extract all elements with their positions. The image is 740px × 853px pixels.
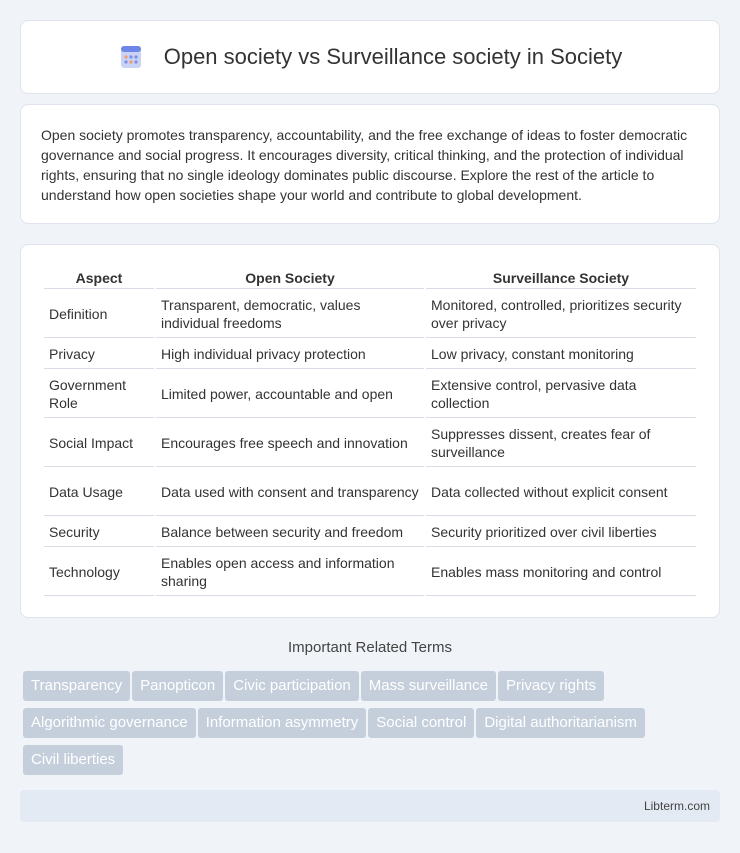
open-society-cell: Balance between security and freedom xyxy=(156,518,424,547)
tag-mass-surveillance[interactable]: Mass surveillance xyxy=(361,671,496,701)
related-terms-title: Important Related Terms xyxy=(288,639,452,656)
surveillance-society-cell: Monitored, controlled, prioritizes security over privacy xyxy=(426,291,696,338)
tag-privacy-rights[interactable]: Privacy rights xyxy=(498,671,604,701)
surveillance-society-cell: Enables mass monitoring and control xyxy=(426,549,696,596)
surveillance-society-cell: Extensive control, pervasive data collection xyxy=(426,371,696,418)
tag-transparency[interactable]: Transparency xyxy=(23,671,130,701)
tag-information-asymmetry[interactable]: Information asymmetry xyxy=(198,708,367,738)
title-card xyxy=(20,20,720,94)
surveillance-society-cell: Data collected without explicit consent xyxy=(426,469,696,516)
table-row xyxy=(44,469,696,516)
open-society-cell: Enables open access and information sharing xyxy=(156,549,424,596)
aspect-cell: Privacy xyxy=(44,340,154,369)
aspect-cell: Definition xyxy=(44,291,154,338)
tag-civil-liberties[interactable]: Civil liberties xyxy=(23,745,123,775)
open-society-cell: Limited power, accountable and open xyxy=(156,371,424,418)
tag-social-control[interactable]: Social control xyxy=(368,708,474,738)
table-row xyxy=(44,549,696,596)
open-society-cell: Encourages free speech and innovation xyxy=(156,420,424,467)
aspect-cell: Social Impact xyxy=(44,420,154,467)
tag-algorithmic-governance[interactable]: Algorithmic governance xyxy=(23,708,196,738)
column-header: Aspect xyxy=(44,267,154,289)
comparison-table-card xyxy=(20,244,720,618)
tag-digital-authoritarianism[interactable]: Digital authoritarianism xyxy=(476,708,645,738)
surveillance-society-cell: Suppresses dissent, creates fear of surveillance xyxy=(426,420,696,467)
surveillance-society-cell: Low privacy, constant monitoring xyxy=(426,340,696,369)
aspect-cell: Technology xyxy=(44,549,154,596)
table-header-row xyxy=(44,267,696,289)
intro-card xyxy=(20,104,720,224)
document-icon xyxy=(118,44,144,70)
aspect-cell: Data Usage xyxy=(44,469,154,516)
aspect-cell: Government Role xyxy=(44,371,154,418)
comparison-table xyxy=(42,265,698,598)
footer-site-link[interactable]: Libterm.com xyxy=(643,799,710,813)
table-row xyxy=(44,340,696,369)
column-header: Surveillance Society xyxy=(426,267,696,289)
tag-panopticon[interactable]: Panopticon xyxy=(132,671,223,701)
page-title: Open society vs Surveillance society in Society xyxy=(163,44,623,69)
table-row xyxy=(44,420,696,467)
intro-text: Open society promotes transparency, accountability, and the free exchange of ideas to foster democratic governance and social progress. It encourages diversity, critical thinking, and the protection of individual rights, ensuring that no single ideology dominates public discourse. Explore the rest of the article to understand how open societies shape your world and contribute to global development. xyxy=(41,127,688,203)
open-society-cell: Transparent, democratic, values individual freedoms xyxy=(156,291,424,338)
tag-civic-participation[interactable]: Civic participation xyxy=(225,671,359,701)
table-row xyxy=(44,371,696,418)
open-society-cell: Data used with consent and transparency xyxy=(156,469,424,516)
footer xyxy=(20,790,720,822)
aspect-cell: Security xyxy=(44,518,154,547)
open-society-cell: High individual privacy protection xyxy=(156,340,424,369)
table-row xyxy=(44,518,696,547)
surveillance-society-cell: Security prioritized over civil liberties xyxy=(426,518,696,547)
related-terms-list xyxy=(23,671,723,782)
table-row xyxy=(44,291,696,338)
column-header: Open Society xyxy=(156,267,424,289)
